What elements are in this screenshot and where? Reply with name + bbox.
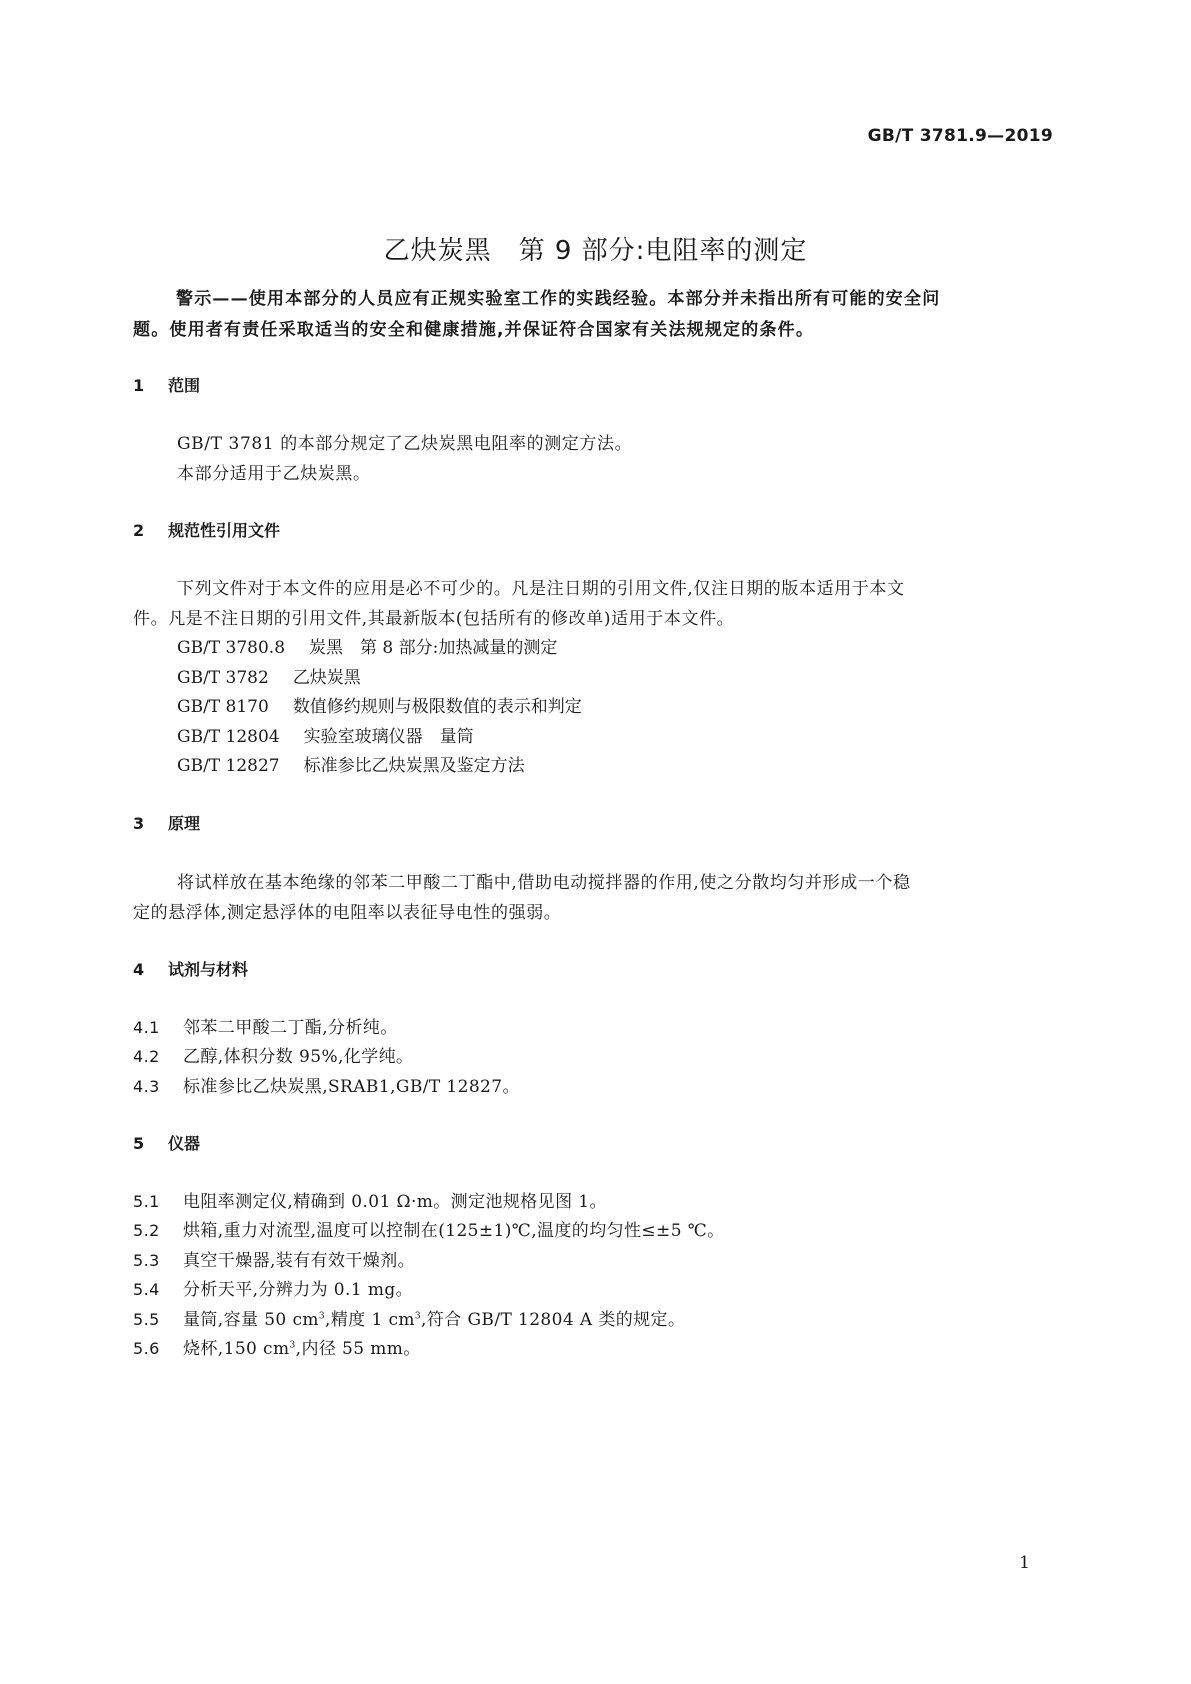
page-number: 1	[1019, 1553, 1030, 1573]
principle-line-1: 将试样放在基本绝缘的邻苯二甲酸二丁酯中,借助电动搅拌器的作用,使之分散均匀并形成一个稳	[177, 873, 911, 893]
clause-number: 5.5	[133, 1310, 160, 1329]
apparatus-item	[133, 1334, 421, 1359]
reference-title: 标准参比乙炔炭黑及鉴定方法	[303, 756, 525, 776]
section-heading-apparatus	[133, 1131, 200, 1154]
scope-line-1: GB/T 3781 的本部分规定了乙炔炭黑电阻率的测定方法。	[177, 434, 633, 454]
standard-number: GB/T 3781.9—2019	[867, 126, 1053, 146]
reference-code: GB/T 12827	[177, 756, 280, 776]
clause-number: 4.3	[133, 1077, 160, 1096]
clause-text: 量筒,容量 50 $cm^3$,精度 1 $cm^3$,符合 GB/T 12804 A 类的规定。	[183, 1310, 686, 1330]
reagent-item	[133, 1072, 520, 1097]
clause-number: 5.1	[133, 1192, 160, 1211]
clause-text: 邻苯二甲酸二丁酯,分析纯。	[183, 1018, 398, 1038]
clause-text: 标准参比乙炔炭黑,SRAB1,GB/T 12827。	[183, 1077, 520, 1097]
clause-number: 4.1	[133, 1018, 160, 1037]
clause-number: 5.4	[133, 1280, 160, 1299]
clause-text: 乙醇,体积分数 95%,化学纯。	[183, 1047, 414, 1067]
section-title: 原理	[168, 814, 201, 833]
section-title: 仪器	[168, 1134, 201, 1153]
reference-title: 乙炔炭黑	[292, 668, 361, 688]
scope-line-2: 本部分适用于乙炔炭黑。	[177, 464, 371, 484]
reagent-item	[133, 1042, 413, 1067]
warning-line-1: 警示——使用本部分的人员应有正规实验室工作的实践经验。本部分并未指出所有可能的安全问	[176, 289, 941, 309]
clause-text: 分析天平,分辨力为 0.1 mg。	[183, 1280, 414, 1300]
reference-item	[177, 692, 582, 717]
reference-item	[177, 663, 361, 688]
reference-title: 炭黑 第 8 部分:加热减量的测定	[309, 638, 558, 658]
clause-text: 烧杯,150 $cm^3$,内径 55 mm。	[183, 1339, 421, 1359]
reference-item	[177, 722, 474, 747]
section-number: 4	[133, 960, 145, 979]
reference-title: 数值修约规则与极限数值的表示和判定	[292, 697, 582, 717]
section-heading-scope	[133, 373, 200, 396]
normative-line-2: 件。凡是不注日期的引用文件,其最新版本(包括所有的修改单)适用于本文件。	[133, 609, 735, 629]
reference-item	[177, 751, 525, 776]
apparatus-item	[133, 1246, 415, 1271]
section-number: 3	[133, 814, 145, 833]
section-title: 范围	[168, 376, 201, 395]
clause-number: 5.6	[133, 1339, 160, 1358]
reference-title: 实验室玻璃仪器 量筒	[303, 727, 474, 747]
reference-code: GB/T 3780.8	[177, 638, 286, 658]
clause-text: 真空干燥器,装有有效干燥剂。	[183, 1251, 416, 1271]
section-heading-reagents	[133, 957, 248, 980]
reagent-item	[133, 1013, 398, 1038]
normative-line-1: 下列文件对于本文件的应用是必不可少的。凡是注日期的引用文件,仅注日期的版本适用于本文	[177, 579, 905, 599]
apparatus-item	[133, 1216, 725, 1241]
section-number: 2	[133, 521, 145, 540]
clause-number: 4.2	[133, 1047, 160, 1066]
section-number: 5	[133, 1134, 145, 1153]
principle-line-2: 定的悬浮体,测定悬浮体的电阻率以表征导电性的强弱。	[133, 903, 562, 923]
reference-item	[177, 633, 557, 658]
section-title: 试剂与材料	[168, 960, 249, 979]
apparatus-item	[133, 1305, 685, 1330]
section-title: 规范性引用文件	[168, 521, 281, 540]
section-heading-normative	[133, 518, 280, 541]
reference-code: GB/T 8170	[177, 697, 269, 717]
page-title: 乙炔炭黑 第 9 部分:电阻率的测定	[383, 236, 808, 266]
clause-number: 5.2	[133, 1221, 160, 1240]
apparatus-item	[133, 1275, 413, 1300]
warning-line-2: 题。使用者有责任采取适当的安全和健康措施,并保证符合国家有关法规规定的条件。	[133, 320, 815, 340]
apparatus-item	[133, 1187, 607, 1212]
section-heading-principle	[133, 811, 200, 834]
reference-code: GB/T 12804	[177, 727, 280, 747]
section-number: 1	[133, 376, 145, 395]
clause-text: 电阻率测定仪,精确到 0.01 Ω·m。测定池规格见图 1。	[183, 1192, 607, 1212]
clause-text: 烘箱,重力对流型,温度可以控制在(125±1)℃,温度的均匀性≤±5 ℃。	[183, 1221, 725, 1241]
reference-code: GB/T 3782	[177, 668, 269, 688]
clause-number: 5.3	[133, 1251, 160, 1270]
